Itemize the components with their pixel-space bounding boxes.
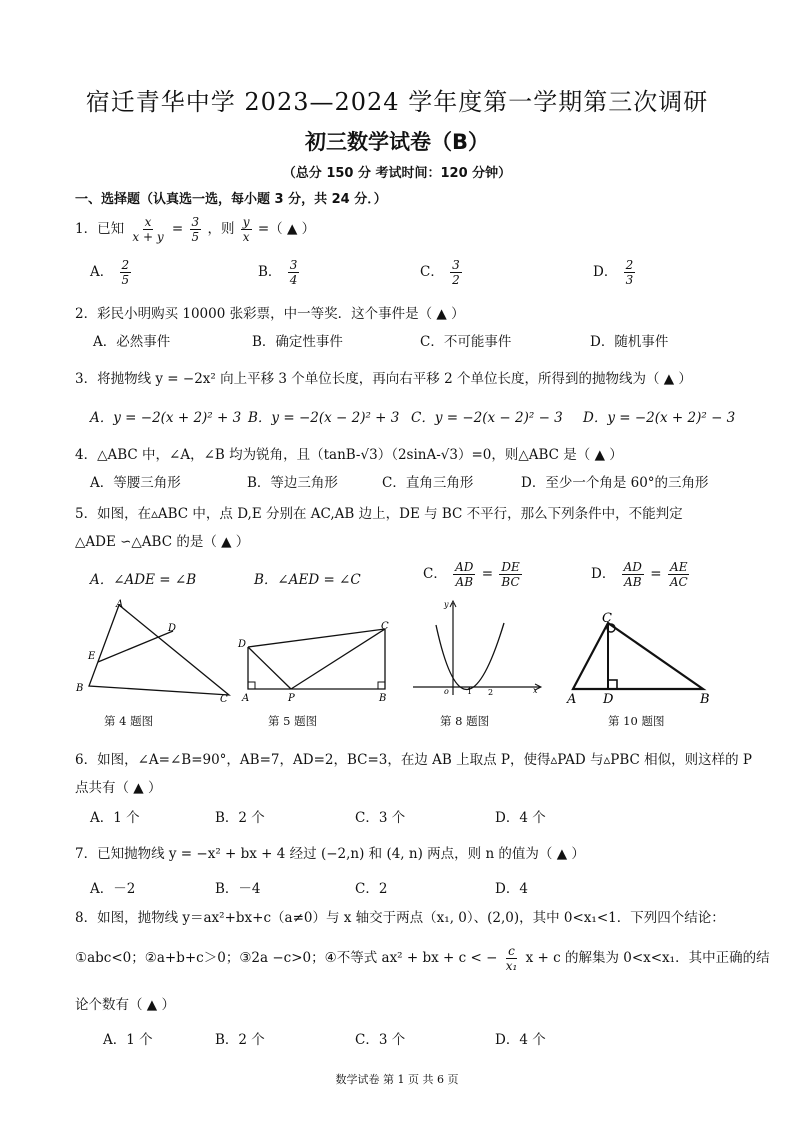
- q4-option-d: D．至少一个角是 60°的三角形: [521, 475, 709, 491]
- q4-option-b: B．等边三角形: [247, 475, 338, 491]
- frac-num: 3: [289, 258, 298, 272]
- q8-option-c: C．3 个: [355, 1032, 406, 1048]
- fig10-label-d: D: [603, 692, 614, 705]
- q2-option-a: A．必然事件: [93, 334, 171, 350]
- q3-option-b: B．y = −2(x − 2)² + 3: [248, 410, 400, 426]
- q8-option-d: D．4 个: [495, 1032, 546, 1048]
- question-1: [75, 215, 315, 244]
- q5-option-b: B．∠AED = ∠C: [254, 572, 361, 588]
- q8-option-b: B．2 个: [215, 1032, 265, 1048]
- q1-suffix: =（ ▲ ）: [257, 221, 316, 237]
- frac-den: 2: [452, 273, 460, 287]
- frac-den: 3: [625, 273, 634, 287]
- q1-prefix: 1．已知: [75, 221, 125, 237]
- section-heading: 一、选择题（认真选一选，每小题 3 分，共 24 分．）: [75, 192, 387, 207]
- fig4-label-b: B: [76, 683, 84, 694]
- q5-option-a: A．∠ADE = ∠B: [90, 572, 197, 588]
- figure-4-caption: 第 4 题图: [104, 714, 154, 728]
- exam-subtitle: 初三数学试卷（B）: [304, 130, 489, 154]
- frac-num: 3: [452, 258, 460, 272]
- figure-4-triangle: [72, 595, 242, 707]
- fig8-label-1: 1: [467, 687, 473, 696]
- frac-num: AE: [670, 560, 688, 574]
- frac-den: x₁: [505, 959, 518, 973]
- question-7: 7．已知抛物线 y = −x² + bx + 4 经过 (−2,n) 和 (4, n) 两点，则 n 的值为（ ▲ ）: [75, 846, 585, 862]
- frac-den: BC: [501, 575, 520, 589]
- q1-fraction-1: [130, 215, 165, 244]
- frac-den: AC: [669, 575, 688, 589]
- frac-num: AD: [623, 560, 642, 574]
- fig8-label-y: y: [444, 600, 449, 609]
- q7-option-b: B．－4: [215, 881, 261, 897]
- q3-option-c: C．y = −2(x − 2)² − 3: [411, 410, 563, 426]
- question-3: 3．将抛物线 y = −2x² 向上平移 3 个单位长度，再向右平移 2 个单位长度，所得到的抛物线为（ ▲ ）: [75, 371, 692, 387]
- q5-option-c: C． $\frac{AD}{AB}$ = $\frac{DE}{BC}$: [423, 560, 520, 589]
- q2-option-d: D．随机事件: [590, 334, 669, 350]
- q7-option-d: D．4: [495, 881, 528, 897]
- frac-num: y: [242, 215, 250, 229]
- fig4-label-c: C: [220, 694, 228, 705]
- q6-option-b: B．2 个: [215, 810, 265, 826]
- q1-option-c: [420, 258, 464, 287]
- q3-option-d: D．y = −2(x + 2)² − 3: [583, 410, 736, 426]
- fig10-label-b: B: [700, 692, 710, 705]
- figure-5-caption: 第 5 题图: [268, 714, 318, 728]
- frac-den: 5: [191, 230, 200, 244]
- q6-option-d: D．4 个: [495, 810, 546, 826]
- fig8-label-o: o: [444, 687, 449, 696]
- fig5-label-a: A: [242, 693, 250, 704]
- fig5-label-c: C: [381, 621, 389, 632]
- question-8-line-3: 论个数有（ ▲ ）: [75, 997, 175, 1013]
- question-5-line-1: 5．如图，在▵ABC 中，点 D,E 分别在 AC,AB 边上，DE 与 BC 不平行，那么下列条件中，不能判定: [75, 506, 683, 522]
- frac-den: AB: [624, 575, 642, 589]
- frac-den: AB: [455, 575, 474, 589]
- q1-option-a: [90, 258, 133, 287]
- question-4: 4．△ABC 中，∠A，∠B 均为锐角，且（tanB-√3）（2sinA-√3）=0，则△ABC 是（ ▲ ）: [75, 447, 623, 463]
- option-label: A．: [90, 264, 114, 280]
- q7-option-a: A．－2: [90, 881, 136, 897]
- q8-line2-pre: ①abc<0；②a+b+c＞0；③2a −c>0；④不等式 ax² + bx + c < −: [75, 950, 498, 966]
- frac-num: 2: [625, 258, 634, 272]
- fig10-label-c: C: [602, 611, 612, 626]
- figure-10-right-triangle: [563, 610, 723, 705]
- fig10-label-a: A: [567, 692, 577, 705]
- fig4-label-e: E: [88, 651, 96, 662]
- q4-option-c: C．直角三角形: [382, 475, 474, 491]
- frac-den: 5: [121, 273, 130, 287]
- frac-num: c: [508, 944, 515, 958]
- fig8-label-x: x: [533, 686, 538, 695]
- q8-option-a: A．1 个: [103, 1032, 153, 1048]
- q1-equals: =: [171, 221, 188, 237]
- q1-option-d: [593, 258, 637, 287]
- q3-option-a: A．y = −2(x + 2)² + 3: [90, 410, 242, 426]
- option-label: D．: [593, 264, 618, 280]
- question-6-line-2: 点共有（ ▲ ）: [75, 780, 162, 796]
- q7-option-c: C．2: [355, 881, 388, 897]
- q1-fraction-3: [241, 215, 252, 244]
- frac-den: 4: [289, 273, 298, 287]
- q5-option-d: D． $\frac{AD}{AB}$ = $\frac{AE}{AC}$: [591, 560, 688, 589]
- fig4-label-d: D: [168, 623, 177, 634]
- exam-title: 宿迁青华中学 2023—2024 学年度第一学期第三次调研: [85, 88, 709, 116]
- question-8-line-2: [75, 944, 770, 973]
- q6-option-a: A．1 个: [90, 810, 140, 826]
- fig5-label-d: D: [238, 639, 247, 650]
- q1-fraction-2: [190, 215, 202, 244]
- fig5-label-p: P: [288, 693, 295, 704]
- figure-10-caption: 第 10 题图: [608, 714, 665, 728]
- option-label: C．: [423, 566, 447, 582]
- figure-8-parabola: [408, 595, 548, 705]
- fig8-label-2: 2: [488, 688, 494, 697]
- fig5-label-b: B: [379, 693, 387, 704]
- figure-8-caption: 第 8 题图: [440, 714, 490, 728]
- frac-den: x: [242, 230, 250, 244]
- frac-num: x: [144, 215, 152, 229]
- q1-option-b: [258, 258, 301, 287]
- q2-option-c: C．不可能事件: [420, 334, 512, 350]
- frac-den: x + y: [132, 230, 164, 244]
- q1-mid: ，则: [207, 221, 235, 237]
- exam-info: （总分 150 分 考试时间：120 分钟）: [282, 166, 512, 181]
- fig4-label-a: A: [116, 599, 124, 610]
- question-5-line-2: △ADE ∽△ABC 的是（ ▲ ）: [75, 534, 250, 550]
- figure-5-quadrilateral: [230, 618, 400, 706]
- q4-option-a: A．等腰三角形: [90, 475, 181, 491]
- frac-num: 2: [121, 258, 130, 272]
- q2-option-b: B．确定性事件: [252, 334, 343, 350]
- frac-num: DE: [501, 560, 520, 574]
- question-6-line-1: 6．如图，∠A=∠B=90°，AB=7，AD=2，BC=3，在边 AB 上取点 P，使得▵PAD 与▵PBC 相似，则这样的 P: [75, 752, 753, 768]
- frac-num: 3: [191, 215, 200, 229]
- frac-num: AD: [455, 560, 474, 574]
- option-label: B．: [258, 264, 282, 280]
- page-footer: 数学试卷 第 1 页 共 6 页: [335, 1073, 459, 1086]
- option-label: C．: [420, 264, 444, 280]
- q6-option-c: C．3 个: [355, 810, 406, 826]
- question-2: 2．彩民小明购买 10000 张彩票，中一等奖．这个事件是（ ▲ ）: [75, 306, 465, 322]
- question-8-line-1: 8．如图，抛物线 y＝ax²+bx+c（a≠0）与 x 轴交于两点（x₁, 0）、(2,0)，其中 0<x₁<1．下列四个结论：: [75, 910, 725, 926]
- q8-line2-post: x + c 的解集为 0<x<x₁．其中正确的结: [525, 950, 770, 966]
- option-label: D．: [591, 566, 616, 582]
